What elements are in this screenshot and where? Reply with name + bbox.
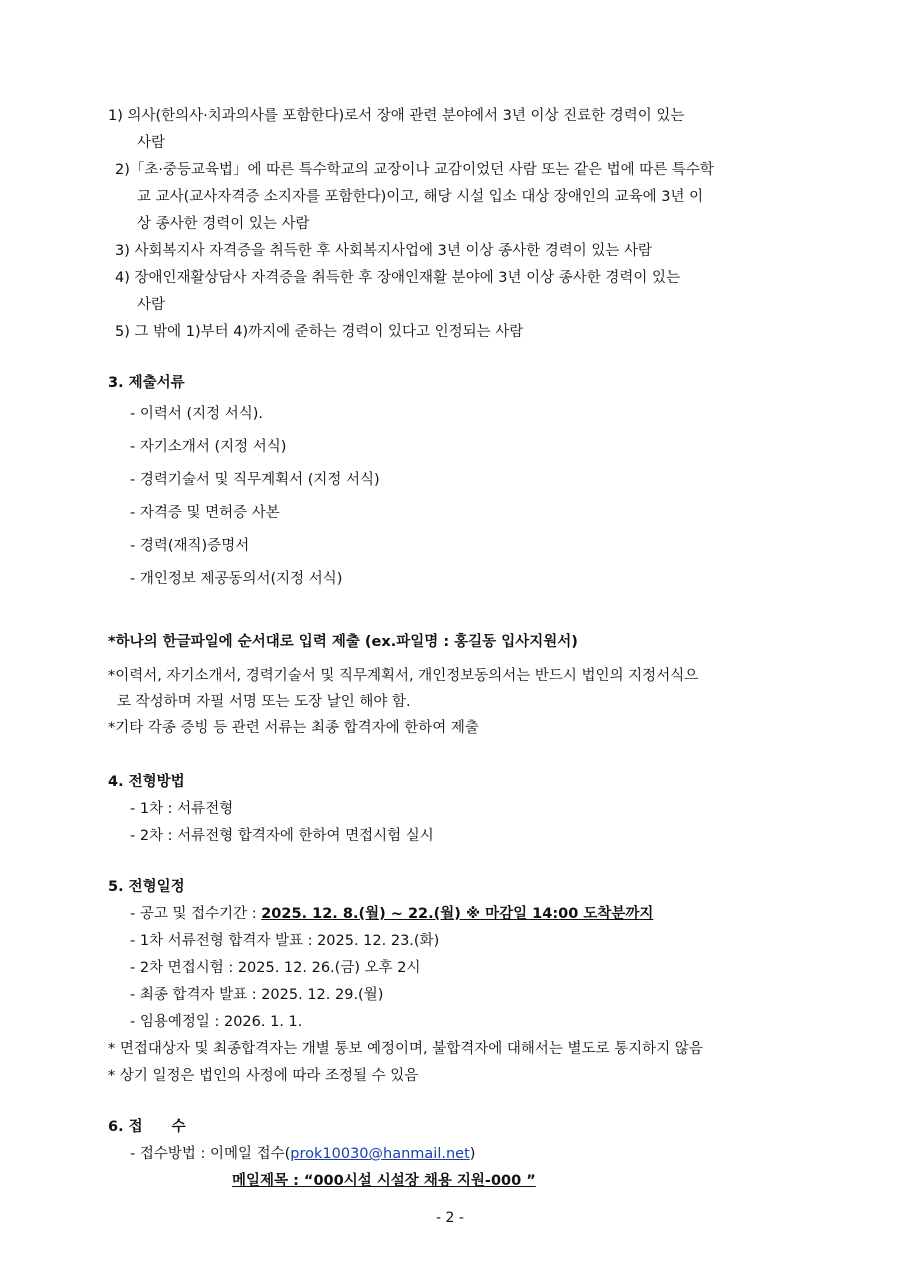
- qualification-4: 4) 장애인재활상담사 자격증을 취득한 후 장애인재활 분야에 3년 이상 종사한 경력이 있는: [115, 270, 681, 286]
- doc-item-5: - 경력(재직)증명서: [130, 538, 250, 554]
- submission-note-1-cont: 로 작성하며 자필 서명 또는 도장 날인 해야 함.: [117, 694, 411, 710]
- schedule-note-2: * 상기 일정은 법인의 사정에 따라 조정될 수 있음: [108, 1068, 419, 1084]
- section-6-title: 6. 접 수: [108, 1119, 186, 1135]
- doc-item-6: - 개인정보 제공동의서(지정 서식): [130, 571, 343, 587]
- application-period: [130, 904, 653, 924]
- doc-item-1: - 이력서 (지정 서식).: [130, 406, 264, 422]
- application-period-value: 2025. 12. 8.(월) ~ 22.(월) ※ 마감일 14:00 도착분까지: [261, 906, 654, 922]
- application-period-label: - 공고 및 접수기간 :: [130, 906, 262, 922]
- section-3-title: 3. 제출서류: [108, 375, 185, 391]
- qualification-5: 5) 그 밖에 1)부터 4)까지에 준하는 경력이 있다고 인정되는 사람: [115, 324, 524, 340]
- doc-item-4: - 자격증 및 면허증 사본: [130, 505, 280, 521]
- qualification-1: 1) 의사(한의사·치과의사를 포함한다)로서 장애 관련 분야에서 3년 이상 진료한 경력이 있는: [108, 108, 685, 124]
- application-method-label: - 접수방법 : 이메일 접수(: [130, 1146, 291, 1162]
- qualification-2: 2)「초·중등교육법」에 따른 특수학교의 교장이나 교감이었던 사람 또는 같은 법에 따른 특수학: [115, 162, 714, 178]
- qualification-2-cont-2: 상 종사한 경력이 있는 사람: [137, 216, 310, 232]
- schedule-item-3: - 최종 합격자 발표 : 2025. 12. 29.(월): [130, 987, 384, 1003]
- doc-item-3: - 경력기술서 및 직무계획서 (지정 서식): [130, 472, 380, 488]
- submission-note-bold: *하나의 한글파일에 순서대로 입력 제출 (ex.파일명 : 홍길동 입사지원서): [108, 634, 578, 650]
- schedule-item-1: - 1차 서류전형 합격자 발표 : 2025. 12. 23.(화): [130, 933, 440, 949]
- application-method-close: ): [469, 1146, 476, 1162]
- submission-note-1: *이력서, 자기소개서, 경력기술서 및 직무계획서, 개인정보동의서는 반드시 법인의 지정서식으: [108, 668, 699, 684]
- qualification-1-cont: 사람: [137, 135, 166, 151]
- page-number: - 2 -: [436, 1210, 464, 1226]
- screening-step-1: - 1차 : 서류전형: [130, 801, 234, 817]
- submission-note-2: *기타 각종 증빙 등 관련 서류는 최종 합격자에 한하여 제출: [108, 720, 479, 736]
- schedule-item-4: - 임용예정일 : 2026. 1. 1.: [130, 1014, 303, 1030]
- schedule-note-1: * 면접대상자 및 최종합격자는 개별 통보 예정이며, 불합격자에 대해서는 별도로 통지하지 않음: [108, 1041, 703, 1057]
- qualification-3: 3) 사회복지사 자격증을 취득한 후 사회복지사업에 3년 이상 종사한 경력이 있는 사람: [115, 243, 653, 259]
- doc-item-2: - 자기소개서 (지정 서식): [130, 439, 287, 455]
- qualification-4-cont: 사람: [137, 297, 166, 313]
- schedule-item-2: - 2차 면접시험 : 2025. 12. 26.(금) 오후 2시: [130, 960, 421, 976]
- screening-step-2: - 2차 : 서류전형 합격자에 한하여 면접시험 실시: [130, 828, 434, 844]
- section-5-title: 5. 전형일정: [108, 879, 185, 895]
- qualification-2-cont-1: 교 교사(교사자격증 소지자를 포함한다)이고, 해당 시설 입소 대상 장애인의 교육에 3년 이: [137, 189, 704, 205]
- email-subject-format: 메일제목 : “000시설 시설장 채용 지원-000 ”: [232, 1173, 536, 1189]
- section-4-title: 4. 전형방법: [108, 774, 185, 790]
- email-link[interactable]: prok10030@hanmail.net: [290, 1146, 470, 1162]
- application-method: [130, 1144, 475, 1164]
